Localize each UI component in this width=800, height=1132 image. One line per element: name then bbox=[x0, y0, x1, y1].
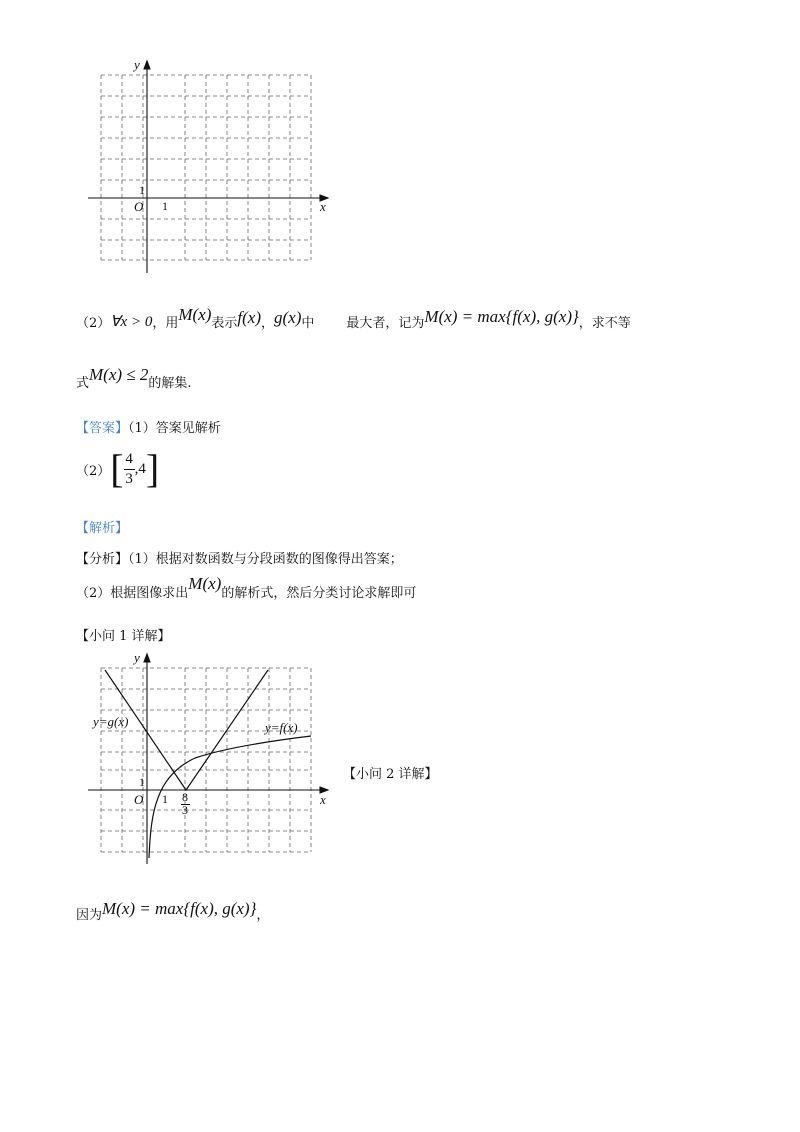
f-curve-label: y=f(x) bbox=[265, 720, 298, 735]
fraction-bar bbox=[124, 469, 135, 470]
question-2-line-1 bbox=[76, 305, 631, 334]
question-2-text-a: ，用 bbox=[152, 315, 179, 331]
final-suffix: ， bbox=[256, 907, 270, 923]
fraction-four-thirds bbox=[124, 451, 135, 488]
origin-label: O bbox=[134, 199, 144, 214]
analysis-M-of-x: M(x) bbox=[188, 574, 222, 593]
analysis-line2-suffix: 的解析式，然后分类讨论求解即可 bbox=[221, 585, 417, 601]
question-2-text-c: ， bbox=[260, 315, 274, 331]
x-axis-label: x bbox=[320, 792, 326, 807]
final-M-definition: M(x) = max{f(x), g(x)} bbox=[102, 899, 257, 918]
final-prefix: 因为 bbox=[76, 907, 103, 923]
axes bbox=[88, 61, 328, 273]
three-label: 3 bbox=[182, 803, 188, 817]
question-2-line2-suffix: 的解集. bbox=[148, 375, 192, 391]
right-bracket-icon: ] bbox=[145, 446, 160, 491]
interval-right-end: ,4 bbox=[134, 460, 146, 477]
g-curve bbox=[105, 670, 268, 790]
answer-part-1: （1）答案见解析 bbox=[128, 421, 221, 436]
question-2-text-b: 表示 bbox=[211, 315, 238, 331]
curves bbox=[105, 670, 311, 858]
analysis-fenxi: 【分析】（1）根据对数函数与分段函数的图像得出答案； bbox=[76, 552, 403, 567]
y-unit-label: 1 bbox=[139, 183, 145, 197]
x-axis-label: x bbox=[320, 199, 326, 214]
sub-question-2-heading: 【小问 2 详解】 bbox=[343, 767, 438, 782]
empty-coordinate-grid bbox=[80, 55, 340, 280]
grid-lines bbox=[101, 75, 311, 260]
question-2-line2-prefix: 式 bbox=[76, 375, 90, 391]
forall-condition: ∀x > 0 bbox=[110, 313, 153, 330]
origin-label: O bbox=[134, 792, 144, 807]
analysis-tag: 【解析】 bbox=[76, 521, 129, 536]
fraction-numerator: 4 bbox=[125, 450, 133, 467]
x-unit-label: 1 bbox=[162, 792, 168, 806]
answer-tag: 【答案】 bbox=[76, 421, 129, 436]
y-axis-label: y bbox=[134, 57, 140, 72]
g-curve-label: y=g(x) bbox=[93, 714, 129, 729]
M-definition: M(x) = max{f(x), g(x)} bbox=[424, 307, 579, 326]
fraction-denominator: 3 bbox=[125, 470, 133, 487]
analysis-line-2 bbox=[76, 574, 417, 604]
y-axis-label: y bbox=[134, 650, 140, 665]
function-graph bbox=[80, 648, 340, 868]
M-of-x: M(x) bbox=[178, 305, 212, 324]
answer-part-2-prefix: （2） bbox=[76, 463, 111, 479]
f-curve bbox=[149, 736, 311, 858]
answer-line-1 bbox=[76, 417, 221, 436]
question-2-text-d: 中 bbox=[301, 315, 315, 331]
y-unit-label: 1 bbox=[139, 775, 145, 789]
question-2-prefix: （2） bbox=[76, 315, 111, 331]
inequality: M(x) ≤ 2 bbox=[89, 365, 149, 384]
analysis-line2-prefix: （2）根据图像求出 bbox=[76, 585, 189, 601]
question-2-text-f: ，求不等 bbox=[578, 315, 631, 331]
answer-line-2 bbox=[76, 447, 159, 491]
eight-label: 8 bbox=[182, 790, 188, 804]
f-of-x: f(x) bbox=[237, 308, 261, 327]
axes bbox=[88, 654, 328, 864]
question-2-text-e: 最大者，记为 bbox=[346, 315, 425, 331]
final-line bbox=[76, 900, 269, 926]
sub-question-1-heading: 【小问 1 详解】 bbox=[76, 629, 171, 644]
question-2-line-2 bbox=[76, 365, 192, 394]
left-bracket-icon: [ bbox=[110, 446, 124, 491]
g-of-x: g(x) bbox=[274, 308, 302, 327]
x-unit-label: 1 bbox=[162, 199, 168, 213]
